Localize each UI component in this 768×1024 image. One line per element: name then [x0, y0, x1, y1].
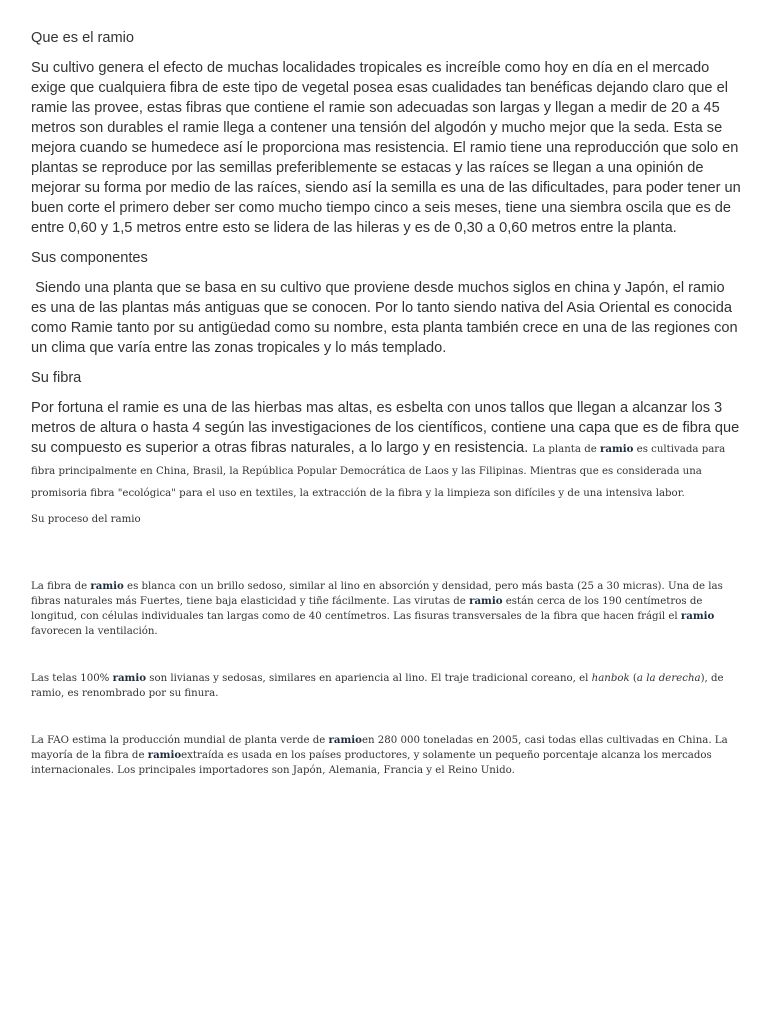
heading-que-es-el-ramio: Que es el ramio: [31, 30, 135, 46]
paragraph-telas: Las telas 100% ramio son livianas y sedosas, similares en apariencia al lino. El traje tradicional coreano, el hanbok (a la derecha), de ramio, es renombrado por su finura.: [31, 672, 724, 699]
heading-su-proceso: Su proceso del ramio: [31, 514, 141, 525]
paragraph-fao: La FAO estima la producción mundial de planta verde de ramioen 280 000 toneladas en 2005, casi todas ellas cultivadas en China. La mayoría de la fibra de ramioextraída es usada en los países productores, y solamente un pequeño porcentaje alcanza los mercados internacionales. Los principales importadores son Japón, Alemania, Francia y el Reino Unido.: [31, 734, 728, 776]
paragraph-cultivo: Su cultivo genera el efecto de muchas localidades tropicales es increíble como hoy en día en el mercado exige que cualquiera fibra de este tipo de vegetal posea esas cualidades tan benéficas dejando claro que el ramie las provee, estas fibras que contiene el ramie son adecuadas son largas y llegan a medir de 20 a 45 metros son durables el ramie llega a contener una tensión del algodón y mucho mejor que la seda. Esta se mejora cuando se humedece así le proporciona mas resistencia. El ramio tiene una reproducción que solo en plantas se reproduce por las semillas preferiblemente se estacas y las raíces se llegan a una opinión de mejorar su forma por medio de las raíces, siendo así la semilla es una de las dificultades, para poder tener un buen corte el primero deber ser como mucho tiempo cinco a seis meses, tiene una siembra oscila que es de entre 0,60 y 1,5 metros entre esto se lidera de las hileras y es de 0,30 a 0,60 metros entre la planta.: [31, 60, 741, 236]
heading-su-fibra: Su fibra: [31, 370, 82, 386]
fibra-text: Por fortuna el ramie es una de las hierbas mas altas, es esbelta con unos tallos que llegan a alcanzar los 3 metros de altura o hasta 4 según las investigaciones de los científicos, contiene una capa que es de fibra que su compuesto es superior a otras fibras naturales, a lo largo y en resistencia.: [31, 400, 740, 456]
paragraph-componentes: Siendo una planta que se basa en su cultivo que proviene desde muchos siglos en china y Japón, el ramio es una de las plantas más antiguas que se conocen. Por lo tanto siendo nativa del Asia Oriental es conocida como Ramie tanto por su antigüedad como su nombre, esta planta también crece en una de las regiones con un clima que varía entre las zonas tropicales y lo más templado.: [31, 280, 742, 356]
document-page: [31, 28, 743, 778]
paragraph-fibra: [31, 398, 743, 504]
heading-sus-componentes: Sus componentes: [31, 250, 148, 266]
fibra-inline-note: La planta de ramio es cultivada para fibra principalmente en China, Brasil, la República Popular Democrática de Laos y las Filipinas. Mientras que es considerada una promisoria fibra "ecológica" para el uso en textiles, la extracción de la fibra y la limpieza son difíciles y de una intensiva labor.: [31, 443, 726, 499]
paragraph-proceso: La fibra de ramio es blanca con un brillo sedoso, similar al lino en absorción y densidad, pero más basta (25 a 30 micras). Una de las fibras naturales más Fuertes, tiene baja elasticidad y tiñe fácilmente. Las virutas de ramio están cerca de los 190 centímetros de longitud, con células individuales tan largas como de 40 centímetros. Las fisuras transversales de la fibra que hacen frágil el ramio favorecen la ventilación.: [31, 580, 723, 637]
